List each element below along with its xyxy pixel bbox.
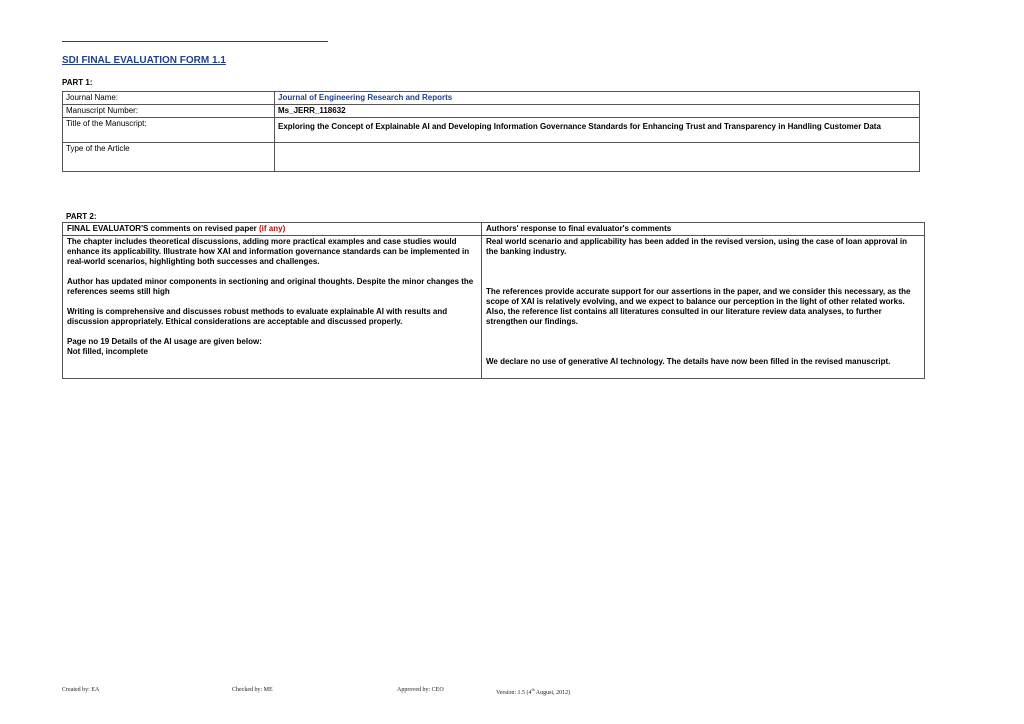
manuscript-number-value: Ms_JERR_118632 <box>275 105 920 118</box>
part2-table <box>62 222 925 379</box>
evaluator-comments-cell <box>63 236 482 379</box>
evaluator-comment: The chapter includes theoretical discussions, adding more practical examples and case studies would enhance its applicability. Illustrate how XAI and information governance standards can be implemented in real-world scenarios, highlighting both successes and challenges. <box>67 237 470 266</box>
part1-label: PART 1: <box>62 78 93 87</box>
table-header-row <box>63 223 925 236</box>
table-row <box>63 118 920 143</box>
evaluator-comment: Page no 19 Details of the AI usage are given below: <box>67 337 262 346</box>
version-sup: th <box>531 687 535 692</box>
author-response-cell <box>482 236 925 379</box>
form-title: SDI FINAL EVALUATION FORM 1.1 <box>62 55 226 66</box>
article-type-label: Type of the Article <box>63 143 275 172</box>
evaluator-comment: Author has updated minor components in sectioning and original thoughts. Despite the minor changes the references seems still high <box>67 277 474 296</box>
table-row <box>63 143 920 172</box>
footer-checked-by: Checked by: ME <box>232 687 273 693</box>
part2-label: PART 2: <box>66 212 97 221</box>
manuscript-number-label: Manuscript Number: <box>63 105 275 118</box>
author-response: Real world scenario and applicability has been added in the revised version, using the case of loan approval in the banking industry. <box>486 237 908 256</box>
evaluator-header-text: FINAL EVALUATOR'S comments on revised paper <box>67 224 260 233</box>
table-row <box>63 92 920 105</box>
journal-name-label: Journal Name: <box>63 92 275 105</box>
evaluator-comment: Not filled, incomplete <box>67 347 148 356</box>
manuscript-title-label: Title of the Manuscript: <box>63 118 275 143</box>
footer-created-by: Created by: EA <box>62 687 100 693</box>
version-prefix: Version: 1.5 (4 <box>496 690 532 696</box>
footer-version <box>496 687 570 696</box>
evaluator-comment: Writing is comprehensive and discusses robust methods to evaluate explainable AI with results and discussion appropriately. Ethical considerations are acceptable and discussed properly. <box>67 307 448 326</box>
if-any-note: (if any) <box>259 224 286 233</box>
journal-name-value: Journal of Engineering Research and Reports <box>275 92 920 105</box>
version-suffix: August, 2012) <box>534 690 571 696</box>
table-row <box>63 236 925 379</box>
header-rule <box>62 41 328 42</box>
evaluator-comments-header <box>63 223 482 236</box>
author-response: The references provide accurate support for our assertions in the paper, and we consider this necessary, as the scope of XAI is relatively evolving, and we expect to balance our perception in the light of other related works. Also, the reference list contains all literatures consulted in our literature review data analyses, to further strengthen our findings. <box>486 287 911 326</box>
part1-table <box>62 91 920 172</box>
table-row <box>63 105 920 118</box>
footer-approved-by: Approved by: CEO <box>397 687 444 693</box>
manuscript-title-value: Exploring the Concept of Explainable AI and Developing Information Governance Standards for Enhancing Trust and Transparency in Handling Customer Data <box>275 118 920 143</box>
author-response-header: Authors' response to final evaluator's comments <box>482 223 925 236</box>
article-type-value <box>275 143 920 172</box>
author-response: We declare no use of generative AI technology. The details have now been filled in the revised manuscript. <box>486 357 891 366</box>
